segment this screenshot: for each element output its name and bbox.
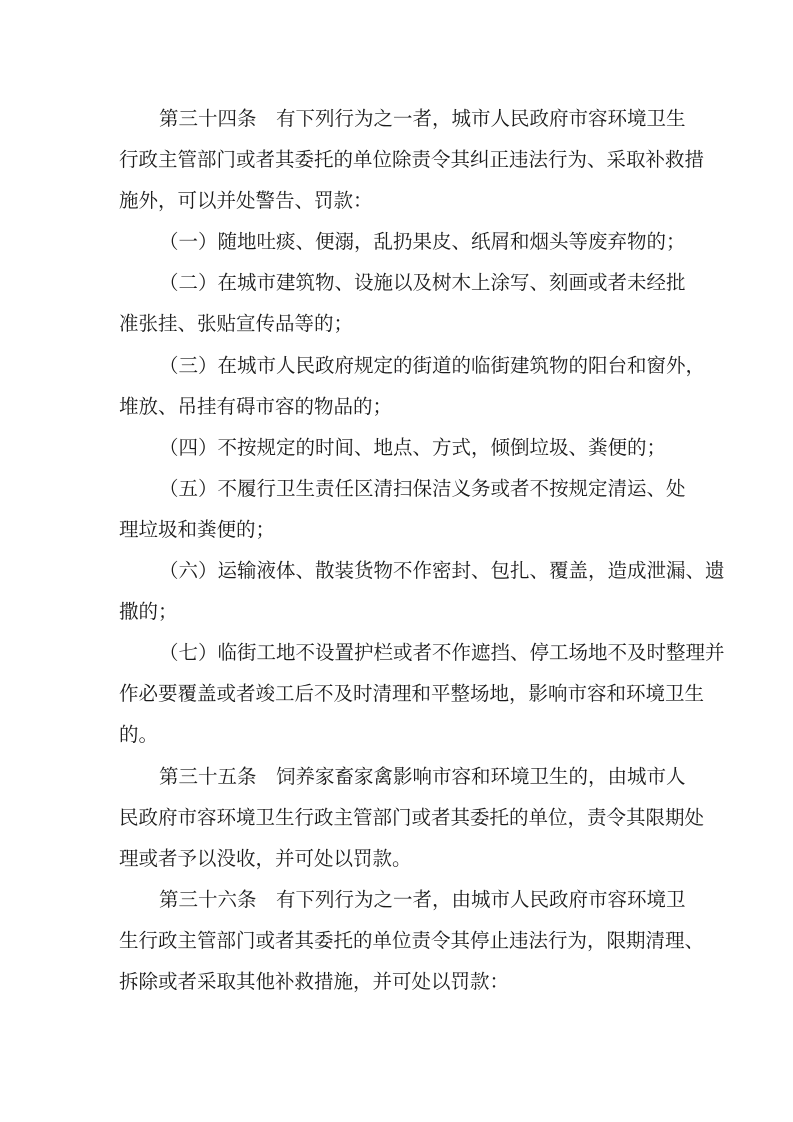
article-36-line-1: 第三十六条 有下列行为之一者，由城市人民政府市容环境卫 bbox=[159, 887, 686, 911]
article-34-item-6-line-1: （六）运输液体、散装货物不作密封、包扎、覆盖，造成泄漏、遗 bbox=[159, 559, 725, 583]
article-35-line-3: 理或者予以没收，并可处以罚款。 bbox=[119, 846, 412, 870]
article-35-line-2: 民政府市容环境卫生行政主管部门或者其委托的单位，责令其限期处 bbox=[119, 805, 705, 829]
article-34-item-3-line-1: （三）在城市人民政府规定的街道的临街建筑物的阳台和窗外， bbox=[159, 353, 706, 377]
article-34-item-2-line-2: 准张挂、张贴宣传品等的； bbox=[119, 312, 354, 336]
article-35-line-1: 第三十五条 饲养家畜家禽影响市容和环境卫生的，由城市人 bbox=[159, 764, 686, 788]
article-34-item-1: （一）随地吐痰、便溺，乱扔果皮、纸屑和烟头等废弃物的； bbox=[159, 230, 686, 254]
document-body bbox=[119, 98, 725, 1002]
article-34-item-5-line-2: 理垃圾和粪便的； bbox=[119, 517, 276, 541]
article-35 bbox=[119, 756, 705, 879]
article-34-item-7-line-1: （七）临街工地不设置护栏或者不作遮挡、停工场地不及时整理并 bbox=[159, 641, 725, 665]
article-34-item-4: （四）不按规定的时间、地点、方式，倾倒垃圾、粪便的； bbox=[159, 435, 667, 459]
article-34-line-3: 施外，可以并处警告、罚款： bbox=[119, 189, 373, 213]
article-34-item-7-line-2: 作必要覆盖或者竣工后不及时清理和平整场地，影响市容和环境卫生 bbox=[119, 682, 705, 706]
article-34-item-5-line-1: （五）不履行卫生责任区清扫保洁义务或者不按规定清运、处 bbox=[159, 476, 686, 500]
article-36-line-2: 生行政主管部门或者其委托的单位责令其停止违法行为，限期清理、 bbox=[119, 928, 705, 952]
article-34-item-7-line-3: 的。 bbox=[119, 723, 159, 747]
article-34-item-3-line-2: 堆放、吊挂有碍市容的物品的； bbox=[119, 394, 393, 418]
article-34-line-2: 行政主管部门或者其委托的单位除责令其纠正违法行为、采取补救措 bbox=[119, 148, 705, 172]
article-36-line-3: 拆除或者采取其他补救措施，并可处以罚款： bbox=[119, 969, 510, 993]
article-34-line-1: 第三十四条 有下列行为之一者，城市人民政府市容环境卫生 bbox=[159, 107, 686, 130]
article-36 bbox=[119, 879, 705, 1002]
article-34-item-2-line-1: （二）在城市建筑物、设施以及树木上涂写、刻画或者未经批 bbox=[159, 271, 686, 295]
article-34 bbox=[119, 98, 725, 756]
article-34-item-6-line-2: 撒的； bbox=[119, 600, 178, 624]
